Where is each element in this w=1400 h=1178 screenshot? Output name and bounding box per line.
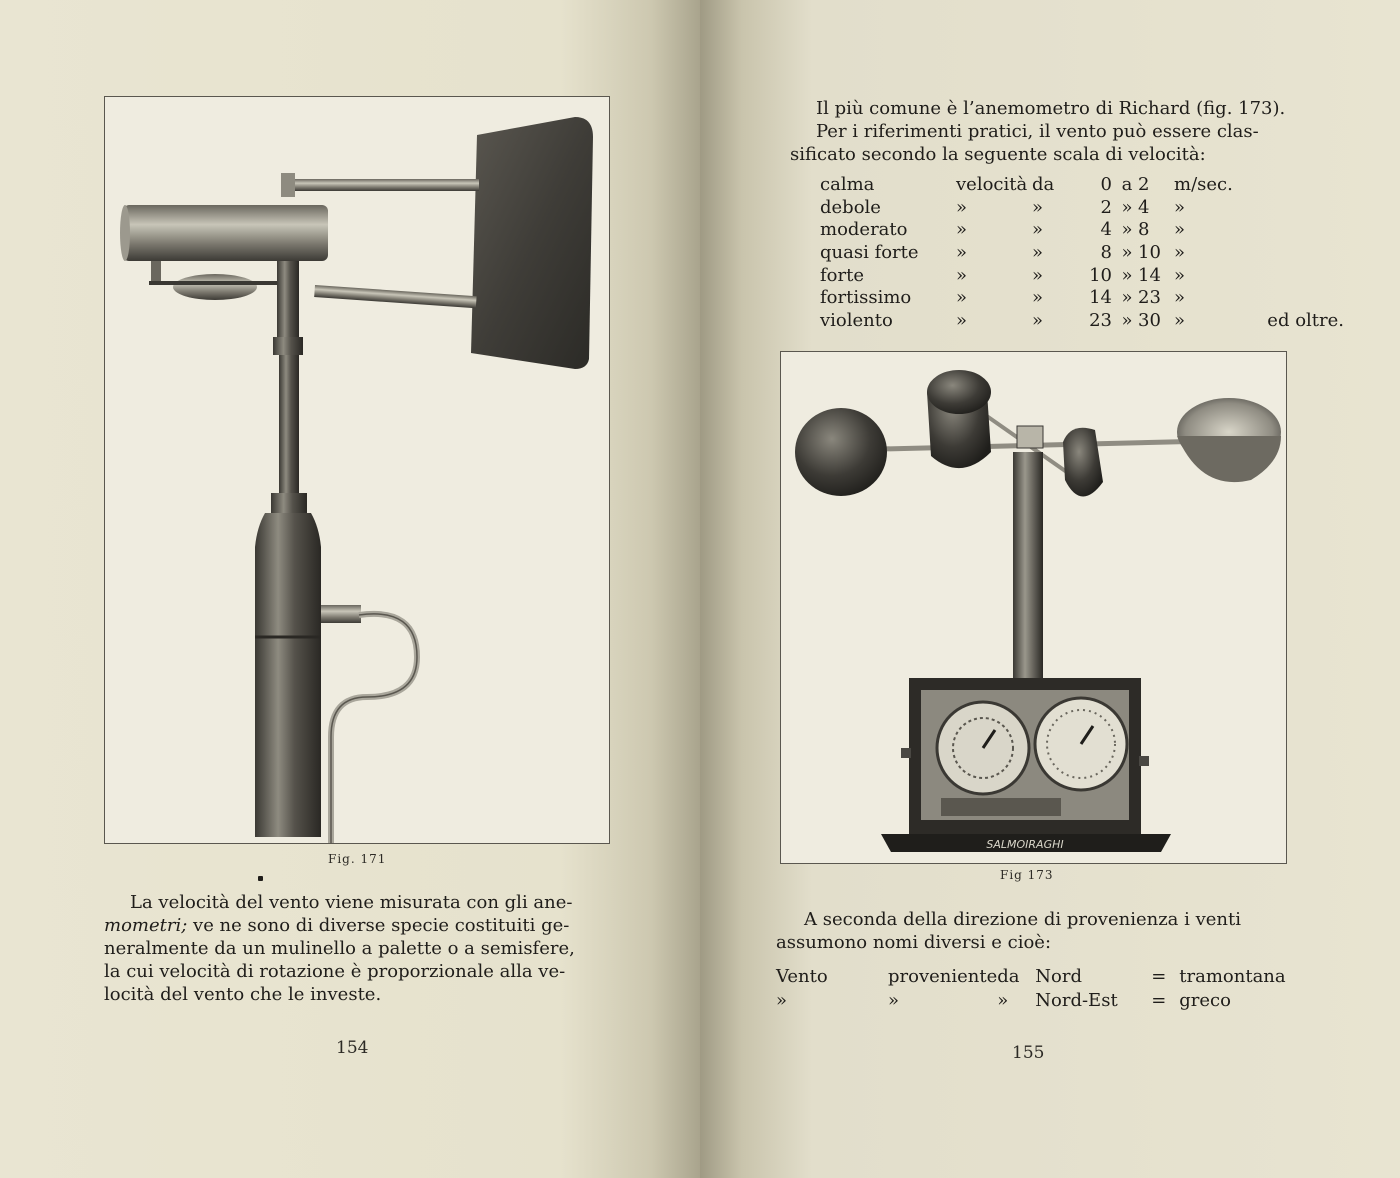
wind-scale-cell-name: moderato <box>820 219 908 241</box>
wind-direction-cell-name: greco <box>1179 989 1231 1011</box>
wind-scale-cell-a: » <box>1121 242 1133 264</box>
wind-scale-cell-extra <box>1264 242 1344 265</box>
wind-speed-scale-table <box>820 174 1344 332</box>
wind-scale-row <box>820 264 1344 287</box>
wind-direction-cell-eq: = <box>1151 989 1167 1011</box>
wind-scale-cell-to: 30 <box>1138 309 1161 331</box>
wind-scale-cell-unit: » <box>1174 287 1186 309</box>
wind-direction-table <box>776 964 1286 1012</box>
wind-scale-cell-unit: » <box>1174 242 1186 264</box>
wind-scale-cell-da: » <box>1032 287 1044 309</box>
wind-scale-cell-to: 23 <box>1138 287 1161 309</box>
bullet-mark <box>258 876 263 881</box>
wind-scale-cell-a: » <box>1121 309 1133 331</box>
page-number-left: 154 <box>336 1038 369 1058</box>
wind-scale-cell-vel: » <box>956 287 968 309</box>
wind-scale-cell-to: 14 <box>1138 264 1161 286</box>
wind-scale-cell-extra <box>1264 287 1344 310</box>
wind-direction-cell-dir: Nord <box>1035 965 1082 987</box>
wind-scale-cell-from: 23 <box>1089 309 1112 331</box>
wind-scale-cell-name: quasi forte <box>820 242 919 264</box>
figure-171-caption: Fig. 171 <box>328 852 387 866</box>
right-paragraph-line-2: assumono nomi diversi e cioè: <box>776 932 1052 953</box>
wind-scale-cell-unit: » <box>1174 264 1186 286</box>
wind-scale-cell-to: 2 <box>1138 174 1150 196</box>
wind-scale-row <box>820 197 1344 220</box>
wind-scale-cell-da: da <box>1032 174 1055 196</box>
wind-scale-cell-from: 0 <box>1100 174 1112 196</box>
wind-scale-cell-da: » <box>1032 264 1044 286</box>
wind-scale-cell-to: 4 <box>1138 196 1150 218</box>
wind-scale-cell-vel: » <box>956 219 968 241</box>
wind-scale-cell-da: » <box>1032 196 1044 218</box>
wind-scale-cell-extra <box>1264 264 1344 287</box>
wind-scale-cell-unit: » <box>1174 196 1186 218</box>
right-intro-line-2: Per i riferimenti pratici, il vento può essere clas- <box>816 121 1259 142</box>
wind-scale-row <box>820 242 1344 265</box>
wind-scale-cell-da: » <box>1032 242 1044 264</box>
wind-scale-cell-vel: velocità <box>956 174 1028 196</box>
wind-scale-cell-unit: » <box>1174 309 1186 331</box>
wind-direction-cell-name: tramontana <box>1179 965 1286 987</box>
wind-direction-row <box>776 964 1286 988</box>
left-paragraph <box>104 891 618 1006</box>
wind-scale-cell-vel: » <box>956 264 968 286</box>
wind-direction-cell-c3: da <box>997 965 1020 987</box>
wind-scale-cell-name: debole <box>820 196 881 218</box>
left-paragraph-line-4: la cui velocità di rotazione è proporzionale alla ve- <box>104 961 566 982</box>
wind-scale-cell-to: 8 <box>1138 219 1150 241</box>
figure-173-anemometer <box>780 351 1287 864</box>
wind-scale-cell-extra <box>1264 197 1344 220</box>
figure-171-wind-vane <box>104 96 610 844</box>
left-paragraph-line-2: mometri; ve ne sono di diverse specie costituiti ge- <box>104 915 570 936</box>
wind-scale-cell-from: 8 <box>1100 242 1112 264</box>
wind-scale-cell-vel: » <box>956 242 968 264</box>
right-intro-line-1: Il più comune è l’anemometro di Richard (fig. 173). <box>816 98 1286 119</box>
right-intro-line-3: sificato secondo la seguente scala di velocità: <box>790 144 1206 165</box>
wind-scale-cell-vel: » <box>956 309 968 331</box>
wind-direction-cell-dir: Nord-Est <box>1035 989 1118 1011</box>
wind-scale-cell-extra <box>1264 219 1344 242</box>
wind-scale-cell-unit: » <box>1174 219 1186 241</box>
wind-direction-cell-c2: » <box>888 989 900 1011</box>
wind-scale-cell-from: 4 <box>1100 219 1112 241</box>
wind-scale-cell-from: 10 <box>1089 264 1112 286</box>
wind-scale-cell-a: » <box>1121 196 1133 218</box>
right-paragraph <box>776 908 1282 954</box>
wind-vane-illustration <box>105 97 609 843</box>
wind-scale-cell-from: 14 <box>1089 287 1112 309</box>
wind-scale-row <box>820 219 1344 242</box>
wind-scale-cell-a: » <box>1121 264 1133 286</box>
wind-scale-cell-a: » <box>1121 287 1133 309</box>
wind-scale-cell-name: fortissimo <box>820 287 912 309</box>
wind-scale-cell-extra: ed oltre. <box>1267 309 1344 331</box>
wind-direction-cell-c3: » <box>997 989 1009 1011</box>
page-number-right: 155 <box>1012 1043 1045 1063</box>
wind-scale-cell-da: » <box>1032 219 1044 241</box>
wind-scale-cell-to: 10 <box>1138 242 1161 264</box>
right-paragraph-line-1: A seconda della direzione di provenienza i venti <box>804 909 1242 930</box>
wind-scale-cell-name: calma <box>820 174 875 196</box>
wind-scale-row <box>820 310 1344 333</box>
wind-scale-cell-name: violento <box>820 309 893 331</box>
wind-scale-cell-da: » <box>1032 309 1044 331</box>
left-paragraph-line-5: locità del vento che le investe. <box>104 984 382 1005</box>
wind-scale-cell-a: a <box>1121 174 1133 196</box>
wind-scale-row <box>820 174 1344 197</box>
wind-scale-row <box>820 287 1344 310</box>
left-paragraph-line-3: neralmente da un mulinello a palette o a semisfere, <box>104 938 575 959</box>
wind-scale-cell-unit: m/sec. <box>1174 174 1233 196</box>
wind-direction-cell-c1: Vento <box>776 965 828 987</box>
wind-scale-cell-from: 2 <box>1100 196 1112 218</box>
wind-scale-cell-name: forte <box>820 264 864 286</box>
right-intro <box>790 97 1288 166</box>
wind-direction-row <box>776 988 1286 1012</box>
wind-scale-cell-extra <box>1264 174 1344 197</box>
wind-direction-cell-c2: proveniente <box>888 965 998 987</box>
wind-direction-cell-eq: = <box>1151 965 1167 987</box>
instrument-brand-label: SALMOIRAGHI <box>986 838 1064 851</box>
left-paragraph-line-1: La velocità del vento viene misurata con gli ane- <box>130 892 573 913</box>
wind-direction-cell-c1: » <box>776 989 788 1011</box>
wind-scale-cell-vel: » <box>956 196 968 218</box>
cup-anemometer-illustration <box>781 352 1286 863</box>
figure-173-caption: Fig 173 <box>1000 868 1054 882</box>
wind-scale-cell-a: » <box>1121 219 1133 241</box>
